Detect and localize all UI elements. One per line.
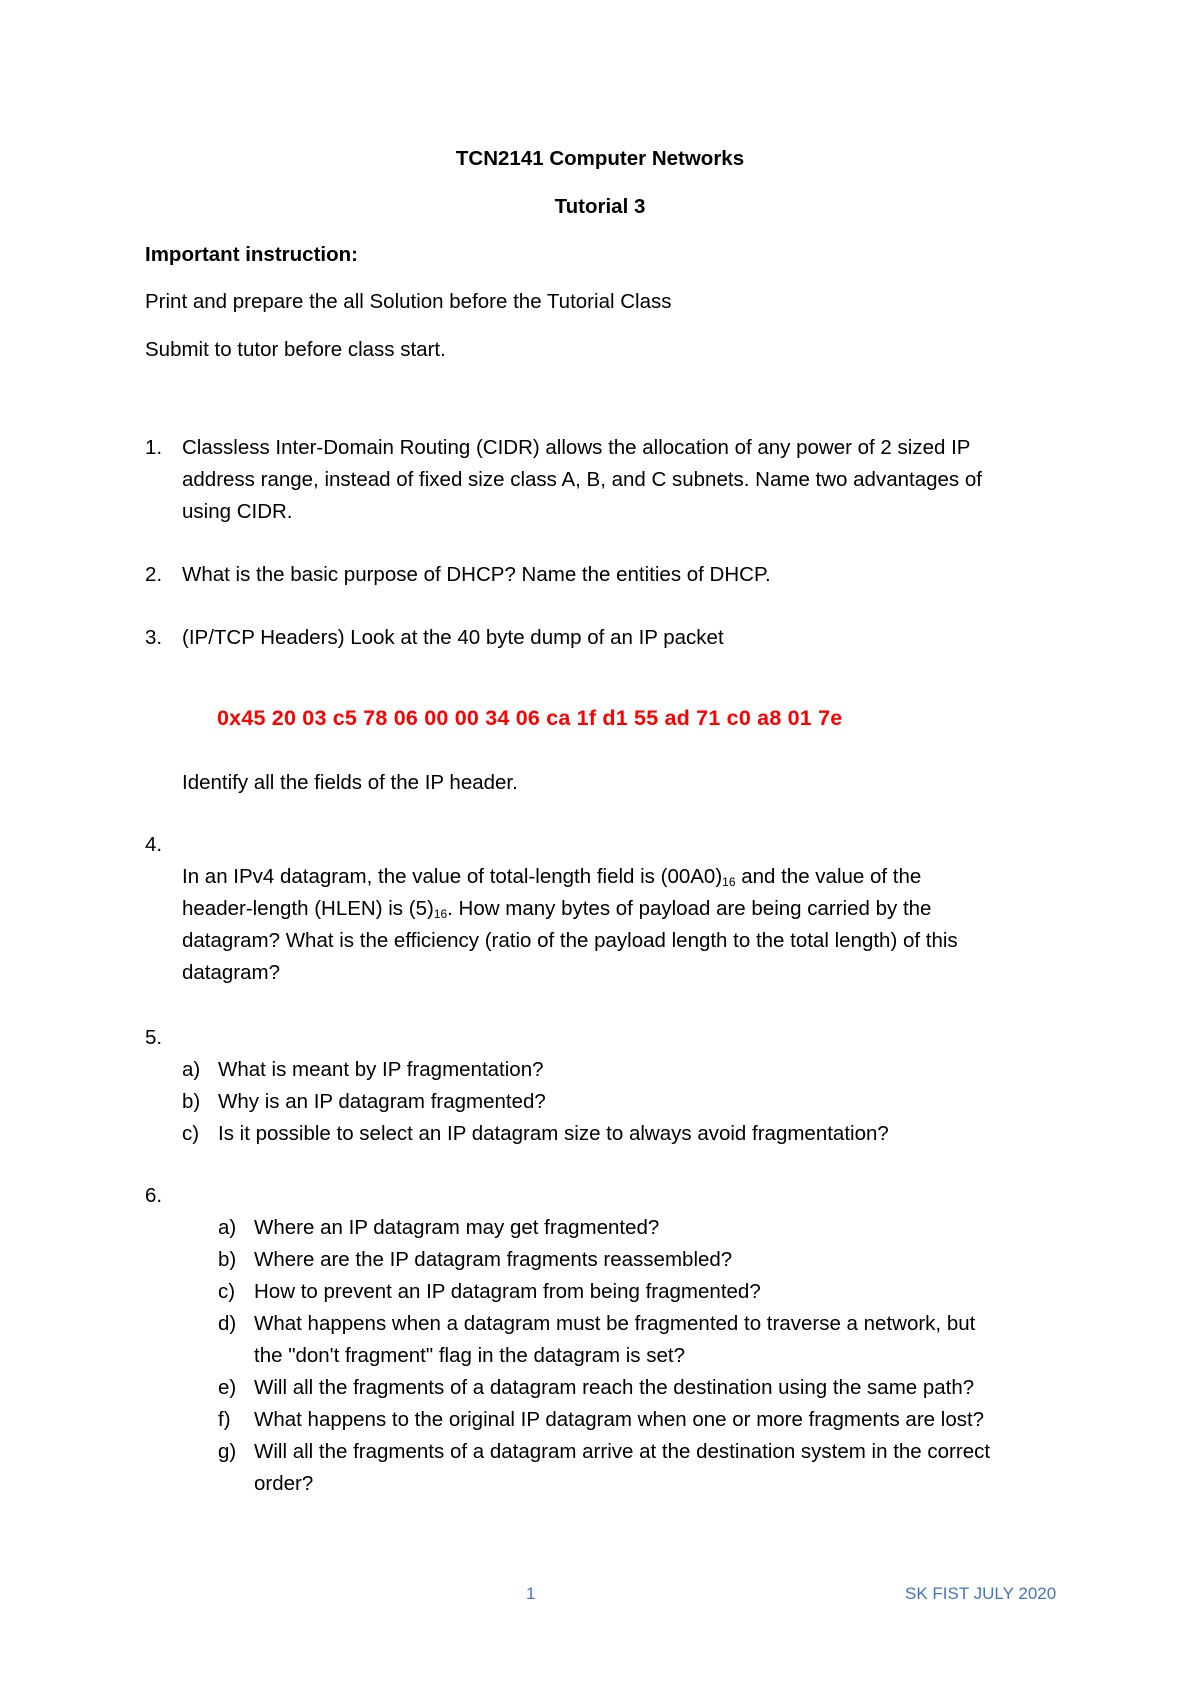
question-4-line-1: In an IPv4 datagram, the value of total-length field is $(00A0)_{16}$ and the value of the bbox=[182, 865, 922, 889]
footer-note: SK FIST JULY 2020 bbox=[905, 1584, 1057, 1603]
question-5a-text: What is meant by IP fragmentation? bbox=[218, 1058, 544, 1081]
question-6c-text: How to prevent an IP datagram from being fragmented? bbox=[254, 1280, 761, 1303]
question-3-text: (IP/TCP Headers) Look at the 40 byte dump of an IP packet bbox=[182, 626, 724, 649]
instructions-line-1: Print and prepare the all Solution before the Tutorial Class bbox=[145, 290, 672, 313]
question-1-line-3: using CIDR. bbox=[182, 500, 293, 523]
question-1-line-1: Classless Inter-Domain Routing (CIDR) allows the allocation of any power of 2 sized IP bbox=[182, 436, 971, 459]
question-5b-text: Why is an IP datagram fragmented? bbox=[218, 1090, 546, 1113]
question-6g-continuation: order? bbox=[254, 1472, 314, 1495]
question-4-line-4: datagram? bbox=[182, 961, 281, 984]
question-2-text: What is the basic purpose of DHCP? Name the entities of DHCP. bbox=[182, 563, 771, 586]
question-6-number: 6. bbox=[145, 1184, 163, 1207]
question-6f-text: What happens to the original IP datagram when one or more fragments are lost? bbox=[254, 1408, 985, 1431]
instructions-heading: Important instruction: bbox=[145, 243, 358, 266]
question-4-number: 4. bbox=[145, 833, 163, 856]
question-5c-text: Is it possible to select an IP datagram size to always avoid fragmentation? bbox=[218, 1122, 889, 1145]
question-2-number: 2. bbox=[145, 563, 163, 586]
question-1-number: 1. bbox=[145, 436, 163, 459]
question-4-line-3: datagram? What is the efficiency (ratio of the payload length to the total length) of this bbox=[182, 929, 958, 952]
question-6b-text: Where are the IP datagram fragments reassembled? bbox=[254, 1248, 733, 1271]
question-1-line-2: address range, instead of fixed size class A, B, and C subnets. Name two advantages of bbox=[182, 468, 982, 491]
instructions-line-2: Submit to tutor before class start. bbox=[145, 338, 446, 361]
question-6c-letter: c) bbox=[218, 1280, 236, 1303]
question-5b-letter: b) bbox=[182, 1090, 201, 1113]
question-3-followup: Identify all the fields of the IP header. bbox=[182, 771, 518, 794]
document-title: TCN2141 Computer Networks bbox=[455, 147, 745, 170]
question-6d-letter: d) bbox=[218, 1312, 237, 1335]
question-5-number: 5. bbox=[145, 1026, 163, 1049]
question-6g-text: Will all the fragments of a datagram arrive at the destination system in the correct bbox=[254, 1440, 991, 1463]
document-subtitle: Tutorial 3 bbox=[554, 195, 646, 218]
ip-packet-hex-dump: 0x45 20 03 c5 78 06 00 00 34 06 ca 1f d1 55 ad 71 c0 a8 01 7e bbox=[217, 706, 843, 730]
question-6e-letter: e) bbox=[218, 1376, 237, 1399]
question-6a-text: Where an IP datagram may get fragmented? bbox=[254, 1216, 660, 1239]
question-6d-continuation: the "don't fragment" flag in the datagram is set? bbox=[254, 1344, 685, 1367]
question-6d-text: What happens when a datagram must be fragmented to traverse a network, but bbox=[254, 1312, 976, 1335]
question-6g-letter: g) bbox=[218, 1440, 237, 1463]
question-5a-letter: a) bbox=[182, 1058, 201, 1081]
question-6f-letter: f) bbox=[218, 1408, 231, 1431]
question-6a-letter: a) bbox=[218, 1216, 237, 1239]
question-6b-letter: b) bbox=[218, 1248, 237, 1271]
question-3-number: 3. bbox=[145, 626, 163, 649]
page-number: 1 bbox=[526, 1584, 536, 1603]
question-6e-text: Will all the fragments of a datagram reach the destination using the same path? bbox=[254, 1376, 975, 1399]
question-4-line-2: header-length (HLEN) is $(5)_{16}$. How many bytes of payload are being carried by the bbox=[182, 897, 932, 921]
question-5c-letter: c) bbox=[182, 1122, 200, 1145]
